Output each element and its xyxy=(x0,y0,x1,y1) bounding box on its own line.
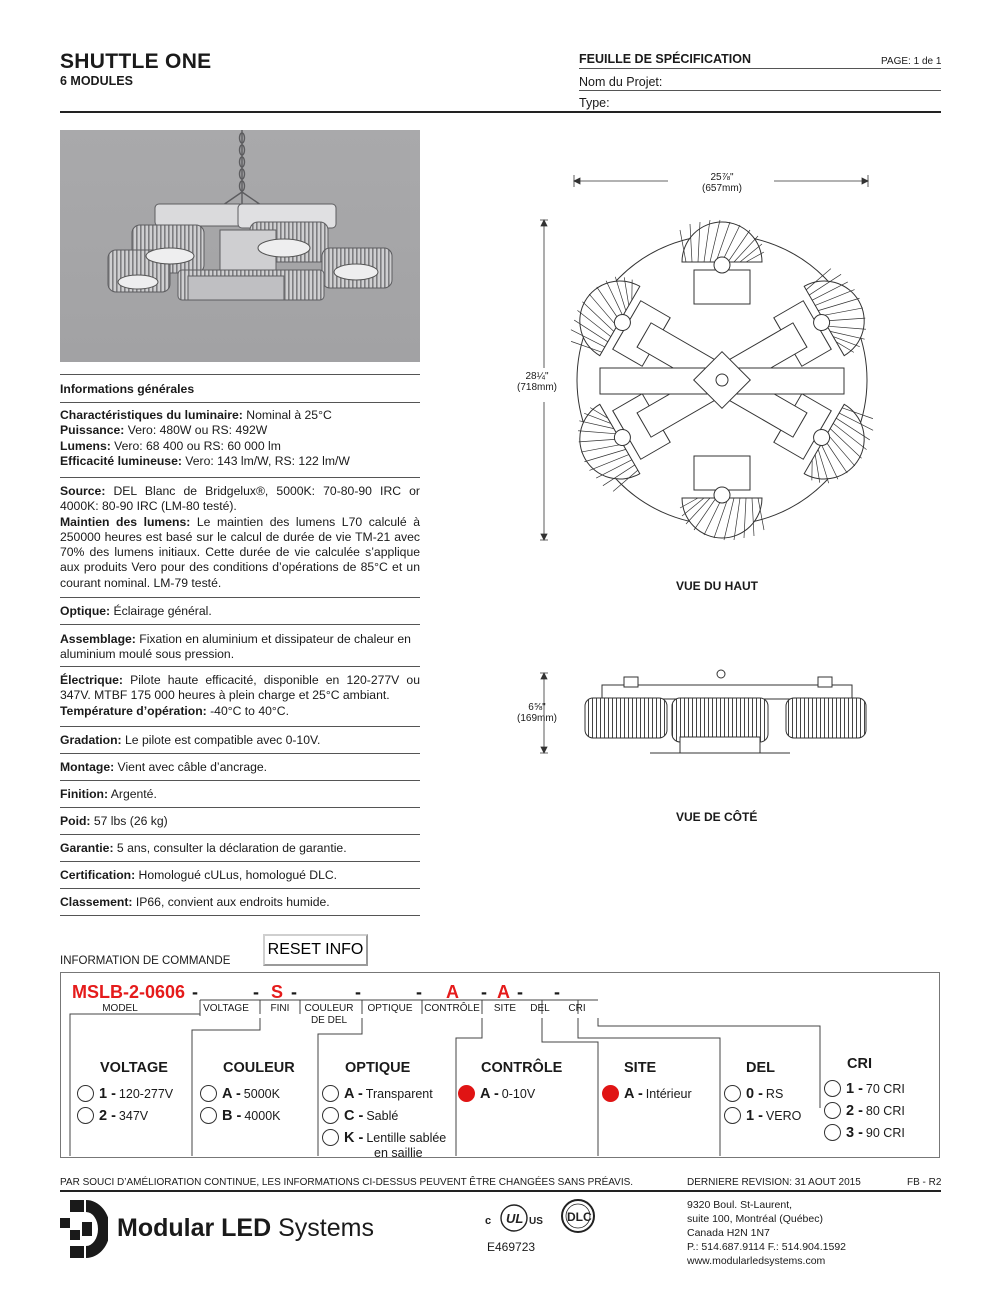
ordering-info-label: INFORMATION DE COMMANDE xyxy=(60,955,231,967)
option-couleur-a[interactable]: A - 5000K xyxy=(200,1085,280,1102)
radio-couleur-a[interactable] xyxy=(200,1085,217,1102)
info-weight: Poid: 57 lbs (26 kg) xyxy=(60,814,168,828)
footer-revision: DERNIERE REVISION: 31 AOUT 2015 xyxy=(687,1177,861,1188)
radio-voltage-2[interactable] xyxy=(77,1107,94,1124)
field-model: MODEL xyxy=(102,1003,138,1014)
code-fini[interactable]: S xyxy=(271,982,284,1002)
info-source-block: Source: DEL Blanc de Bridgelux®, 5000K: 70-80-90 IRC or 4000K: 80-90 IRC (LM-80 testé). Maintien des lumens: Le maintien des lumens L70 calculé à 250000 heures est basé sur le calcul de durée de vie TM-21 avec 70% des lumens initiaux. Cette durée de vie calculée s’applique aux produits Vero pour des conditions d’opérations de 85°C et un courant nominal. LM-79 testé. xyxy=(60,484,421,590)
svg-text:c: c xyxy=(485,1215,492,1227)
radio-optique-c[interactable] xyxy=(322,1107,339,1124)
page-subtitle: 6 MODULES xyxy=(60,74,133,88)
top-height-dimension: 28¼" (718mm) xyxy=(516,371,557,393)
spec-sheet-title: FEUILLE DE SPÉCIFICATION xyxy=(579,52,751,66)
option-optique-a[interactable]: A - Transparent xyxy=(322,1085,433,1102)
group-voltage-title: VOLTAGE xyxy=(100,1060,168,1076)
info-electrical: Électrique: Pilote haute efficacité, disponible en 120-277V ou 347V. MTBF 175 000 heures à plein charge et 25°C ambiant. Température d’opération: -40°C to 40°C. xyxy=(60,673,420,718)
option-voltage-2[interactable]: 2 - 347V xyxy=(77,1107,148,1124)
info-general-block: Charactéristiques du luminaire: Nominal à 25°C Puissance: Vero: 480W ou RS: 492W Lumens: Vero: 68 400 ou RS: 60 000 lm Efficacité lumineuse: Vero: 143 lm/W, RS: 122 lm/W xyxy=(60,408,350,468)
radio-cri-1[interactable] xyxy=(824,1080,841,1097)
info-finish: Finition: Argenté. xyxy=(60,787,157,801)
group-controle-title: CONTRÔLE xyxy=(481,1060,563,1076)
radio-site-a-selected[interactable] xyxy=(602,1085,619,1102)
page-title: SHUTTLE ONE xyxy=(60,50,212,73)
svg-text:DLC: DLC xyxy=(567,1210,592,1224)
option-optique-k[interactable]: K - Lentille sablée xyxy=(322,1129,446,1146)
model-code: MSLB-2-0606 xyxy=(72,982,186,1002)
product-photo xyxy=(60,130,420,362)
option-optique-k-line2: en saillie xyxy=(374,1146,423,1160)
project-name-label: Nom du Projet: xyxy=(579,75,663,89)
company-logo-icon xyxy=(60,1200,108,1260)
divider xyxy=(579,90,941,91)
field-cri: CRI xyxy=(568,1003,586,1014)
code-controle[interactable]: A xyxy=(446,982,459,1002)
dlc-mark-icon xyxy=(562,1200,594,1232)
address-line-2: suite 100, Montréal (Québec) xyxy=(687,1213,823,1225)
info-certification: Certification: Homologué cULus, homologué DLC. xyxy=(60,868,338,882)
field-del: DEL xyxy=(530,1003,550,1014)
info-warranty: Garantie: 5 ans, consulter la déclaration de garantie. xyxy=(60,841,347,855)
radio-voltage-1[interactable] xyxy=(77,1085,94,1102)
radio-cri-2[interactable] xyxy=(824,1102,841,1119)
option-del-1[interactable]: 1 - VERO xyxy=(724,1107,801,1124)
field-couleur: COULEUR DE DEL xyxy=(304,1003,354,1026)
svg-text:US: US xyxy=(529,1216,543,1227)
field-fini: FINI xyxy=(270,1003,290,1014)
field-voltage: VOLTAGE xyxy=(203,1003,249,1014)
certification-marks xyxy=(482,1198,602,1242)
radio-couleur-b[interactable] xyxy=(200,1107,217,1124)
group-site-title: SITE xyxy=(624,1060,657,1076)
phone-fax: P.: 514.687.9114 F.: 514.904.1592 xyxy=(687,1241,847,1253)
field-controle: CONTRÔLE xyxy=(424,1003,480,1014)
ordering-connector-lines xyxy=(60,998,940,1158)
option-controle-a[interactable]: A - 0-10V xyxy=(458,1085,535,1102)
svg-text:UL: UL xyxy=(506,1211,524,1226)
field-site: SITE xyxy=(493,1003,517,1014)
website-link[interactable]: www.modularledsystems.com xyxy=(687,1255,826,1267)
ul-file-number: E469723 xyxy=(487,1240,536,1254)
group-del-title: DEL xyxy=(746,1060,775,1076)
divider xyxy=(579,68,941,69)
info-heading: Informations générales xyxy=(60,382,195,396)
company-brand: Modular LED Systems xyxy=(117,1214,374,1242)
code-site[interactable]: A xyxy=(497,982,510,1002)
group-couleur-title: COULEUR xyxy=(223,1060,295,1076)
page-number: PAGE: 1 de 1 xyxy=(881,56,942,67)
footer-code: FB - R2 xyxy=(907,1177,942,1188)
info-dimming: Gradation: Le pilote est compatible avec 0-10V. xyxy=(60,733,321,747)
group-optique-title: OPTIQUE xyxy=(345,1060,411,1076)
option-cri-2[interactable]: 2 - 80 CRI xyxy=(824,1102,905,1119)
info-assembly: Assemblage: Fixation en aluminium et dissipateur de chaleur en aluminium moulé sous pression. xyxy=(60,632,411,662)
type-label: Type: xyxy=(579,96,610,110)
side-view-label: VUE DE CÔTÉ xyxy=(676,810,758,824)
header-rule xyxy=(60,111,941,113)
side-view-drawing xyxy=(540,665,900,765)
top-width-dimension: 25⅞" (657mm) xyxy=(701,172,742,194)
option-optique-c[interactable]: C - Sablé xyxy=(322,1107,398,1124)
radio-cri-3[interactable] xyxy=(824,1124,841,1141)
option-del-0[interactable]: 0 - RS xyxy=(724,1085,783,1102)
group-cri-title: CRI xyxy=(847,1056,872,1072)
field-optique: OPTIQUE xyxy=(367,1003,413,1014)
radio-optique-a[interactable] xyxy=(322,1085,339,1102)
option-cri-3[interactable]: 3 - 90 CRI xyxy=(824,1124,905,1141)
option-couleur-b[interactable]: B - 4000K xyxy=(200,1107,281,1124)
footer-rule xyxy=(60,1190,941,1192)
reset-info-button[interactable]: RESET INFO xyxy=(263,934,368,966)
radio-controle-a-selected[interactable] xyxy=(458,1085,475,1102)
top-view-drawing xyxy=(540,170,900,570)
info-optics: Optique: Éclairage général. xyxy=(60,604,212,618)
address-line-3: Canada H2N 1N7 xyxy=(687,1227,770,1239)
radio-optique-k[interactable] xyxy=(322,1129,339,1146)
option-site-a[interactable]: A - Intérieur xyxy=(602,1085,692,1102)
side-height-dimension: 6⅝" (169mm) xyxy=(516,702,557,724)
top-view-label: VUE DU HAUT xyxy=(676,579,759,593)
option-voltage-1[interactable]: 1 - 120-277V xyxy=(77,1085,173,1102)
footer-notice: PAR SOUCI D’AMÉLIORATION CONTINUE, LES INFORMATIONS CI-DESSUS PEUVENT ÊTRE CHANGÉES SANS PRÉAVIS. xyxy=(60,1177,634,1188)
option-cri-1[interactable]: 1 - 70 CRI xyxy=(824,1080,905,1097)
info-mounting: Montage: Vient avec câble d’ancrage. xyxy=(60,760,268,774)
radio-del-0[interactable] xyxy=(724,1085,741,1102)
address-line-1: 9320 Boul. St-Laurent, xyxy=(687,1199,793,1211)
radio-del-1[interactable] xyxy=(724,1107,741,1124)
info-rating: Classement: IP66, convient aux endroits humide. xyxy=(60,895,330,909)
